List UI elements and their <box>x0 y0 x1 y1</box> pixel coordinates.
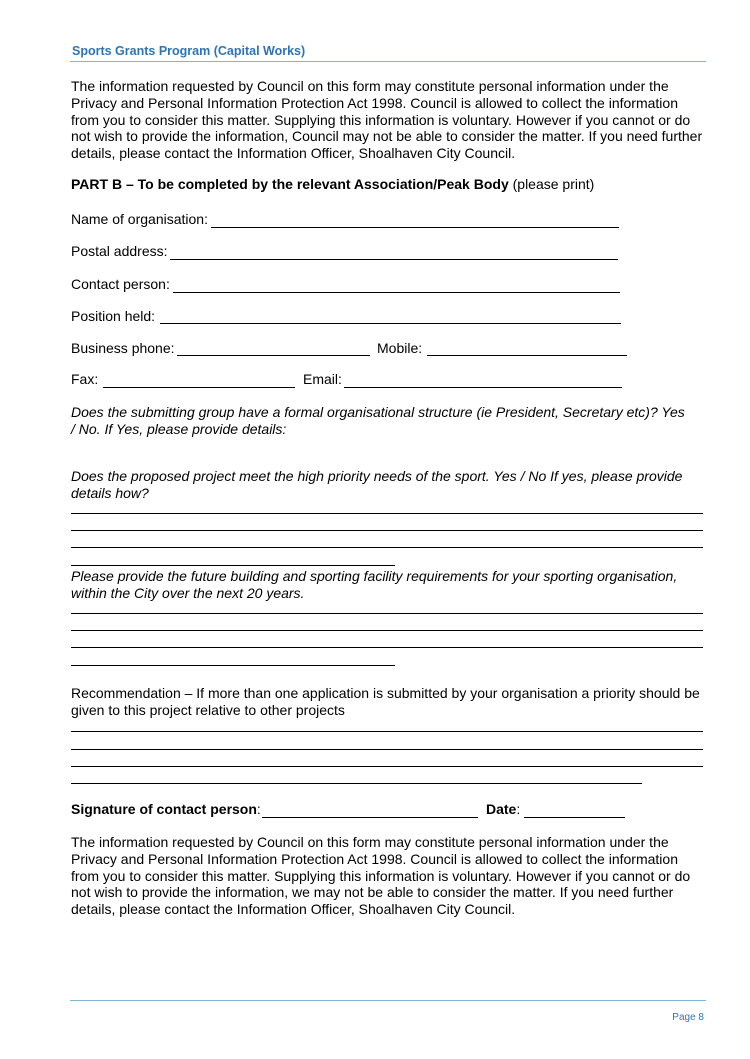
email-input-line[interactable] <box>344 387 622 388</box>
privacy-line: The information requested by Council on this form may constitute personal information under the <box>71 834 669 850</box>
postal-address-label: Postal address: <box>71 243 168 259</box>
question-line: Does the proposed project meet the high priority needs of the sport. Yes / No If yes, please provide <box>71 468 683 484</box>
answer-line[interactable] <box>71 613 703 614</box>
priority-question <box>71 468 711 502</box>
privacy-line: not wish to provide the information, Council may not be able to consider the matter. If you need further <box>71 128 703 145</box>
structure-question <box>71 404 711 438</box>
fax-label: Fax: <box>71 371 99 387</box>
answer-line[interactable] <box>71 665 395 666</box>
mobile-input-line[interactable] <box>427 355 627 356</box>
position-held-label: Position held: <box>71 308 156 324</box>
privacy-notice-bottom <box>71 834 711 918</box>
contact-person-label: Contact person: <box>71 276 170 292</box>
answer-line[interactable] <box>71 647 703 648</box>
part-b-note: (please print) <box>508 176 595 192</box>
signature-row <box>71 801 261 817</box>
answer-line[interactable] <box>71 630 703 631</box>
date-input-line[interactable] <box>524 817 625 818</box>
business-phone-input-line[interactable] <box>177 355 370 356</box>
date-row <box>486 801 520 817</box>
signature-colon: : <box>256 801 261 817</box>
question-line: / No. If Yes, please provide details: <box>71 420 287 437</box>
question-line: Recommendation – If more than one application is submitted by your organisation a priority should be <box>71 685 700 701</box>
part-b-heading <box>71 176 594 192</box>
question-line: within the City over the next 20 years. <box>71 584 305 601</box>
answer-line[interactable] <box>71 530 703 531</box>
signature-input-line[interactable] <box>262 817 478 818</box>
footer-divider <box>70 1000 706 1001</box>
privacy-line: Privacy and Personal Information Protection Act 1998. Council is allowed to collect the information <box>71 850 678 867</box>
header-divider <box>70 61 706 62</box>
answer-line[interactable] <box>71 513 703 514</box>
privacy-line: from you to consider this matter. Supplying this information is voluntary. However if you cannot or do <box>71 111 691 128</box>
answer-line[interactable] <box>71 547 703 548</box>
question-line: given to this project relative to other projects <box>71 701 345 718</box>
organisation-input-line[interactable] <box>211 227 619 228</box>
question-line: Please provide the future building and sporting facility requirements for your sporting organisation, <box>71 568 678 584</box>
mobile-label: Mobile: <box>377 340 423 356</box>
postal-address-input-line[interactable] <box>170 259 618 260</box>
answer-line[interactable] <box>71 731 703 732</box>
fax-input-line[interactable] <box>103 387 295 388</box>
organisation-label: Name of organisation: <box>71 211 208 227</box>
signature-label: Signature of contact person <box>71 801 257 817</box>
privacy-line: details, please contact the Information Officer, Shoalhaven City Council. <box>71 901 516 918</box>
email-label: Email: <box>303 371 342 387</box>
answer-line[interactable] <box>71 749 703 750</box>
date-colon: : <box>516 801 521 817</box>
privacy-line: Privacy and Personal Information Protection Act 1998. Council is allowed to collect the information <box>71 94 678 111</box>
future-question <box>71 568 711 602</box>
privacy-notice-top <box>71 78 711 162</box>
page-header-title: Sports Grants Program (Capital Works) <box>72 44 306 58</box>
contact-person-input-line[interactable] <box>173 292 620 293</box>
question-line: details how? <box>71 484 149 501</box>
answer-line[interactable] <box>71 766 703 767</box>
page-number: Page 8 <box>672 1012 704 1023</box>
business-phone-label: Business phone: <box>71 340 175 356</box>
part-b-title: PART B – To be completed by the relevant Association/Peak Body <box>71 176 509 192</box>
question-line: Does the submitting group have a formal organisational structure (ie President, Secretary etc)? Yes <box>71 404 685 420</box>
date-label: Date <box>486 801 517 817</box>
privacy-line: details, please contact the Information Officer, Shoalhaven City Council. <box>71 145 516 162</box>
answer-line[interactable] <box>71 783 642 784</box>
answer-line[interactable] <box>71 565 395 566</box>
privacy-line: not wish to provide the information, we may not be able to consider the matter. If you need further <box>71 884 674 901</box>
position-held-input-line[interactable] <box>160 323 621 324</box>
recommendation-question <box>71 685 711 719</box>
privacy-line: from you to consider this matter. Supplying this information is voluntary. However if you cannot or do <box>71 867 691 884</box>
privacy-line: The information requested by Council on this form may constitute personal information under the <box>71 78 669 94</box>
